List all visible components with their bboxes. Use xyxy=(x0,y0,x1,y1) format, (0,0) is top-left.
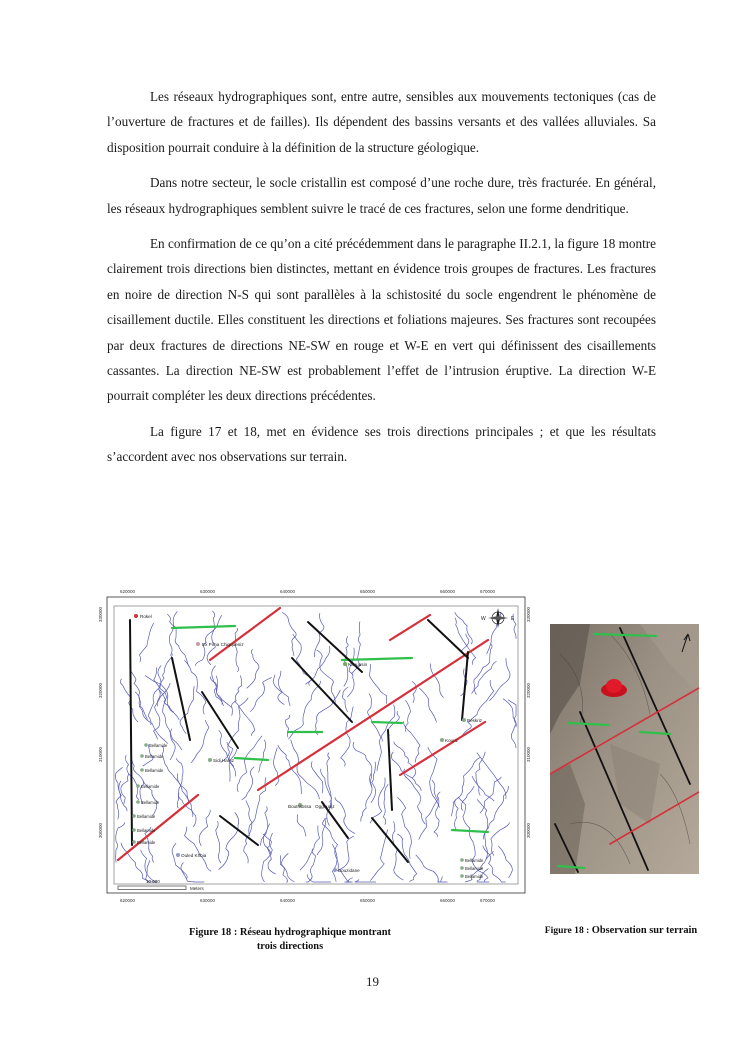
x-tick: 670000 xyxy=(480,898,496,903)
paragraph-3: En confirmation de ce qu’on a cité précédemment dans le paragraphe II.2.1, la figure 18 montre clairement trois directions bien distinctes, mettant en évidence trois groupes de fractures. Les fractures en noire de direction N-S qui sont parallèles à la schistosité du socle engendrent le phénomène de cisaillement ductile. Elles constituent les directions et foliations majeures. Ses fractures sont recoupées par deux fractures de directions NE-SW en rouge et W-E en vert qui définissent des cisaillements cassantes. La direction NE-SW est probablement l’effet de l’intrusion éruptive. La direction W-E pourrait compléter les deux directions précédentes. xyxy=(107,236,656,404)
photo-caption-prefix: Figure 18 : xyxy=(544,925,592,936)
scale-unit: Meters xyxy=(190,886,204,891)
y-tick: 320000 xyxy=(526,682,531,698)
place-marker xyxy=(333,868,337,872)
body-text xyxy=(107,84,656,480)
field-observation-photo xyxy=(550,624,699,874)
y-tick: 310000 xyxy=(98,746,103,762)
place-marker xyxy=(176,853,180,857)
x-tick: 620000 xyxy=(120,589,136,594)
page-number: 19 xyxy=(366,974,379,989)
paragraph-4: La figure 17 et 18, met en évidence ses trois directions principales ; et que les résultats s’accordent avec nos observations sur terrain. xyxy=(107,423,656,465)
place-label: Boutrabssa xyxy=(288,804,312,809)
photo-caption-text: Observation sur terrain xyxy=(591,925,698,936)
rock-outcrop-image xyxy=(550,624,699,874)
svg-text:Bellamide: Bellamide xyxy=(137,840,156,845)
svg-text:Bellamide: Bellamide xyxy=(137,828,156,833)
x-tick: 620000 xyxy=(120,898,136,903)
compass-e: E xyxy=(511,616,515,622)
place-label: Beskriz xyxy=(467,718,483,723)
x-tick: 630000 xyxy=(200,589,216,594)
x-tick: 630000 xyxy=(200,898,216,903)
svg-text:Bellamide: Bellamide xyxy=(145,754,164,759)
x-tick: 640000 xyxy=(280,898,296,903)
y-tick: 300000 xyxy=(526,822,531,838)
place-marker xyxy=(196,642,200,646)
svg-text:Bellamide: Bellamide xyxy=(141,800,160,805)
hydrographic-map-figure xyxy=(90,580,535,905)
x-tick: 650000 xyxy=(360,589,376,594)
place-label: Oggouniz xyxy=(315,804,335,809)
y-tick: 330000 xyxy=(98,606,103,622)
place-label: Rokel xyxy=(140,614,152,619)
x-tick: 650000 xyxy=(360,898,376,903)
place-label: Bouzidane xyxy=(338,868,360,873)
place-marker xyxy=(440,738,444,742)
y-tick: 330000 xyxy=(526,606,531,622)
y-tick: 300000 xyxy=(98,822,103,838)
place-label: Ouled Khbia xyxy=(181,853,207,858)
svg-text:Bellamide: Bellamide xyxy=(465,858,484,863)
x-tick: 660000 xyxy=(440,589,456,594)
paragraph-1: Les réseaux hydrographiques sont, entre autre, sensibles aux mouvements tectoniques (cas de l’ouverture de fractures et de failles). Ils dépendent des bassins versants et des vallées alluviales. Sa disposition pourrait conduire à la définition de la structure géologique. xyxy=(107,89,656,155)
place-label: Kaouasin xyxy=(348,662,368,667)
y-tick: 310000 xyxy=(526,746,531,762)
y-tick: 320000 xyxy=(98,682,103,698)
place-label: Sidi Hamz xyxy=(213,758,234,763)
x-tick: 640000 xyxy=(280,589,296,594)
paragraph-2: Dans notre secteur, le socle cristallin est composé d’une roche dure, très fracturée. En général, les réseaux hydrographiques semblent suivre le tracé de ces fractures, selon une forme dendritique. xyxy=(107,175,656,216)
x-tick: 660000 xyxy=(440,898,456,903)
place-marker xyxy=(343,662,347,666)
place-marker xyxy=(134,614,138,618)
place-label: Ex Pirna Chiqqueniz xyxy=(202,642,244,647)
x-tick: 670000 xyxy=(480,589,496,594)
svg-text:Bellamide: Bellamide xyxy=(145,768,164,773)
svg-text:Bellamide: Bellamide xyxy=(141,784,160,789)
compass-w: W xyxy=(481,616,486,622)
place-label: Kouriz xyxy=(445,738,459,743)
place-marker xyxy=(462,718,466,722)
svg-text:Bellamide: Bellamide xyxy=(149,743,168,748)
scale-label: 10 000 xyxy=(146,879,160,884)
photo-caption xyxy=(543,924,699,937)
svg-text:Bellamide: Bellamide xyxy=(465,866,484,871)
map-caption: Figure 18 : Réseau hydrographique montrant trois directions xyxy=(189,927,391,952)
hydrographic-map xyxy=(90,580,535,905)
place-marker xyxy=(208,758,212,762)
svg-text:Bellamide: Bellamide xyxy=(137,814,156,819)
svg-text:Bellamide: Bellamide xyxy=(465,874,484,879)
